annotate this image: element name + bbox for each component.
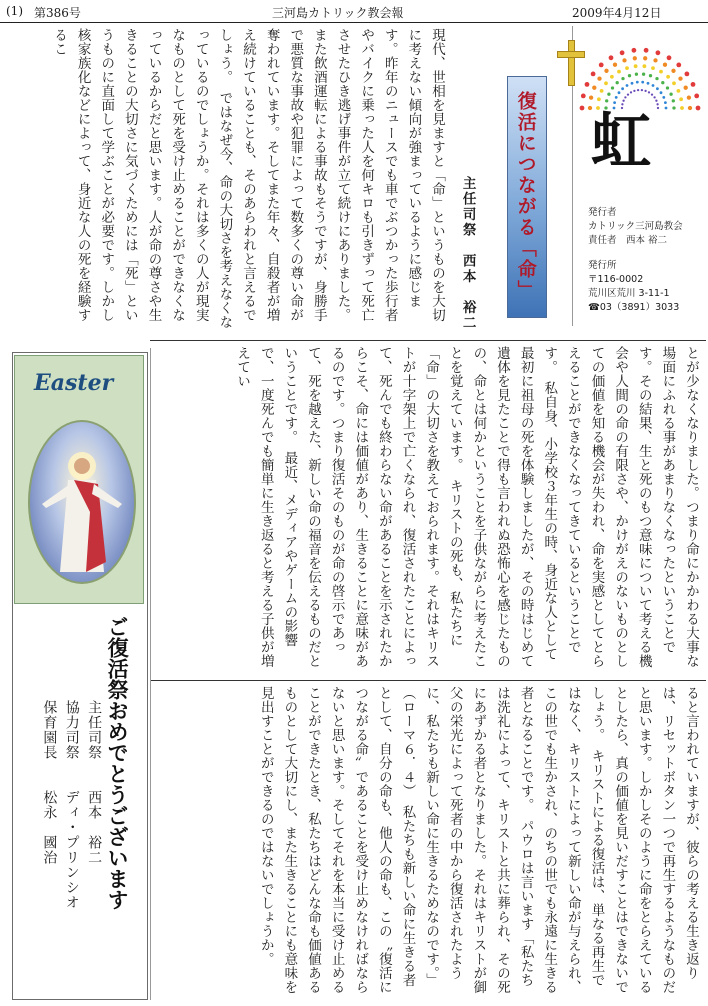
divider-lower <box>150 680 706 681</box>
rainbow-dot <box>691 82 696 87</box>
newsletter-name: 三河島カトリック教会報 <box>272 6 404 20</box>
rainbow-dot <box>667 55 672 60</box>
rainbow-dot <box>657 107 659 109</box>
clergy-row <box>38 700 60 1000</box>
rainbow-dot <box>625 66 629 70</box>
clergy-name: 松永 國治 <box>41 790 58 865</box>
rainbow-dot <box>641 89 643 91</box>
rainbow-dot <box>617 70 621 74</box>
rainbow-dot <box>631 82 634 85</box>
article-body-middle: とが少なくなりました。つまり命にかかわる大事な場面にふれる事があまりなくなったということです。その結果、生と死のもつ意味について考える機会や人間の命の有限さや、かけがえのないものとしての価値を知る機会が失われ、命を実感としてとらえることができなくなってきているということです。 私自身、小学校３年生の時、身近な人として最初に祖母の死を体験しましたが、その時はじめて遺体を見たことで得も言われぬ恐怖心を感じたものの、命とは何かということを子供ながらに考えたことを覚えています。 キリストの死も、私たちに「命」の大切さを教えておられます。それはキリストが十字架上で亡くなられ、復活されたことによって、死んでも終わらない命があることを示されたからこそ、命には価値があり、生きることに意味があるのです。つまり復活そのものが命の啓示であって、死を越えた、新しい命の福音を伝えるものだということです。 最近、メディアやゲームの影響で、一度死んでも簡単に生き返ると考える子供が増えてい <box>234 346 699 668</box>
rainbow-dot <box>661 81 664 84</box>
risen-christ-image <box>28 420 136 584</box>
rainbow-dot <box>580 106 585 111</box>
rainbow-dot <box>656 103 658 105</box>
panel-separator <box>150 348 151 1000</box>
rainbow-dot <box>677 89 681 93</box>
rainbow-dot <box>604 81 608 85</box>
clergy-role: 保育園長 <box>41 700 58 760</box>
rainbow-dot <box>672 106 675 109</box>
article-title: 復活につながる「命」 <box>514 91 537 301</box>
rainbow-dot <box>694 94 699 99</box>
rainbow-dot <box>642 73 645 76</box>
rainbow-dot <box>687 95 691 99</box>
rainbow-dot <box>604 69 608 73</box>
rainbow-dot <box>696 106 701 111</box>
editor-name: 西本 裕二 <box>626 234 668 246</box>
rainbow-dot <box>643 56 647 60</box>
rainbow-dot <box>637 89 639 91</box>
newsletter-title: 虹 <box>591 107 651 177</box>
editor-label: 責任者 <box>588 234 617 246</box>
rainbow-dot <box>655 100 657 102</box>
rainbow-dot <box>663 63 667 67</box>
issue-date: 2009年4月12日 <box>572 6 662 20</box>
rainbow-dot <box>628 74 631 77</box>
phone-number: ☎03（3891）3033 <box>588 301 680 313</box>
publisher-info <box>588 206 700 314</box>
clergy-name: 西本 裕二 <box>86 790 103 865</box>
rainbow-dot <box>656 50 661 55</box>
rainbow-dot <box>591 72 596 77</box>
rainbow-dot <box>632 48 637 53</box>
rainbow-dot <box>656 87 659 90</box>
page-header <box>0 0 708 23</box>
clergy-role: 主任司祭 <box>86 700 103 760</box>
rainbow-dot <box>659 70 663 74</box>
article-body-upper: 現代、世相を見ますと「命」というものを大切に考えない傾向が強まっているように感じます。昨年のニュースでも車でぶつかった歩行者やバイクに乗った人を何キロも引きずって死亡させたひき逃げ事件が立て続けにありました。また飲酒運転による事故もそうですが、身勝手で悪質な事故や犯罪によって数多くの尊い命が奪われています。そしてまた年々、自殺者が増え続けていることも、そのあらわれと言えるでしょう。 ではなぜ今、命の大切さを考えなくなっているのでしょうか。それは多くの人が現実なものとして死を受け止めることができなくなっているからだと思います。人が命の尊さや生きることの大切さに気づくためには「死」というものに直面して学ぶことが必要です。しかし核家族化などによって、身近な人の死を経験するこ <box>51 28 445 330</box>
rainbow-dot <box>635 73 638 76</box>
rainbow-dot <box>680 106 684 110</box>
rainbow-dot <box>633 56 637 60</box>
article-author: 主任司祭 西本 裕二 <box>459 176 476 331</box>
issue-number: 第386号 <box>34 6 81 20</box>
rainbow-dot <box>666 75 670 79</box>
rainbow-dot <box>643 64 647 68</box>
rainbow-dot <box>622 58 626 62</box>
rainbow-dot <box>592 86 596 90</box>
clergy-row <box>60 700 82 1000</box>
easter-card-word: Easter <box>34 370 114 396</box>
rainbow-dot <box>636 81 639 84</box>
rainbow-dot <box>609 55 614 60</box>
rainbow-dot <box>665 107 668 110</box>
rainbow-dot <box>581 94 586 99</box>
rainbow-dot <box>688 106 692 110</box>
risen-christ-figure <box>30 422 134 582</box>
rainbow-dot <box>647 82 650 85</box>
rainbow-dot <box>678 76 682 80</box>
publisher-name: カトリック三河島教会 <box>588 220 683 232</box>
rainbow-dot <box>653 58 657 62</box>
clergy-role: 協力司祭 <box>63 700 80 760</box>
rainbow-dot <box>597 76 601 80</box>
rainbow-dot <box>626 84 629 87</box>
address: 荒川区荒川 3-11-1 <box>588 287 670 299</box>
rainbow-dot <box>662 96 665 99</box>
rainbow-dot <box>653 96 655 98</box>
rainbow-dot <box>664 101 667 104</box>
postal-code: 〒116-0002 <box>588 274 644 286</box>
rainbow-dot <box>644 48 649 53</box>
rainbow-dot <box>652 84 655 87</box>
rainbow-dot <box>633 90 635 92</box>
rainbow-dot <box>651 66 655 70</box>
rainbow-dot <box>610 75 614 79</box>
rainbow-dot <box>644 90 646 92</box>
rainbow-dot <box>611 86 614 89</box>
rainbow-dot <box>621 77 624 80</box>
rainbow-dot <box>672 81 676 85</box>
rainbow-dot <box>660 91 663 94</box>
clergy-name: ディ・プリンシオ <box>63 790 80 910</box>
rainbow-dot <box>634 64 638 68</box>
clergy-list <box>38 700 105 1000</box>
rainbow-dot <box>655 77 658 80</box>
rainbow-dot <box>672 99 675 102</box>
easter-greeting-text: ご復活祭おめでとうございます <box>105 616 131 910</box>
rainbow-dot <box>666 86 669 89</box>
rainbow-dot <box>613 63 617 67</box>
rainbow-dot <box>620 50 625 55</box>
divider-upper <box>150 340 706 341</box>
rainbow-dot <box>585 82 590 87</box>
rainbow-dot <box>621 87 624 90</box>
rainbow-dot <box>616 81 619 84</box>
rainbow-dot <box>641 81 644 84</box>
rainbow-dot <box>684 86 688 90</box>
rainbow-dot <box>685 72 690 77</box>
rainbow-dot <box>651 93 653 95</box>
office-label: 発行所 <box>588 260 617 272</box>
rainbow-dot <box>676 63 681 68</box>
cross-icon <box>555 40 585 84</box>
rainbow-dot <box>649 74 652 77</box>
article-body-lower: ると言われていますが、彼らの考える生き返りは、リセットボタン一つで再生するようなものだと思います。しかしそのように命をとらえているとしたら、真の価値を見いだすことはできないでしょう。 キリストによる復活は、単なる再生ではなく、キリストによって新しい命が与えられ、この世でも生かされ、のちの世でも永遠に生きる者となることです。 パウロは言います「私たちは洗礼によって、キリストと共に葬られ、その死にあずかる者となりました。それはキリストが御父の栄光によって死者の中から復活されたように、私たちも新しい命に生きるためなのです。」（ローマ６．４） 私たちも新しい命に生きる者として、自分の命も、他人の命も、この〝復活につながる命〟であることを受け止めなければならないと思います。そしてそれを本当に受け止めることができたとき、私たちはどんな命も価値あるものとして大切にし、また生きることにも意味を見出すことができるのではないでしょうか。 <box>257 686 699 994</box>
clergy-row <box>83 700 105 1000</box>
article-title-box <box>507 76 547 318</box>
rainbow-dot <box>600 89 604 93</box>
page-number: (1) <box>6 4 23 18</box>
rainbow-dot <box>669 93 672 96</box>
rainbow-dot <box>599 63 604 68</box>
rainbow-dot <box>671 69 675 73</box>
publisher-label: 発行者 <box>588 207 617 218</box>
rainbow-dot <box>679 97 683 101</box>
